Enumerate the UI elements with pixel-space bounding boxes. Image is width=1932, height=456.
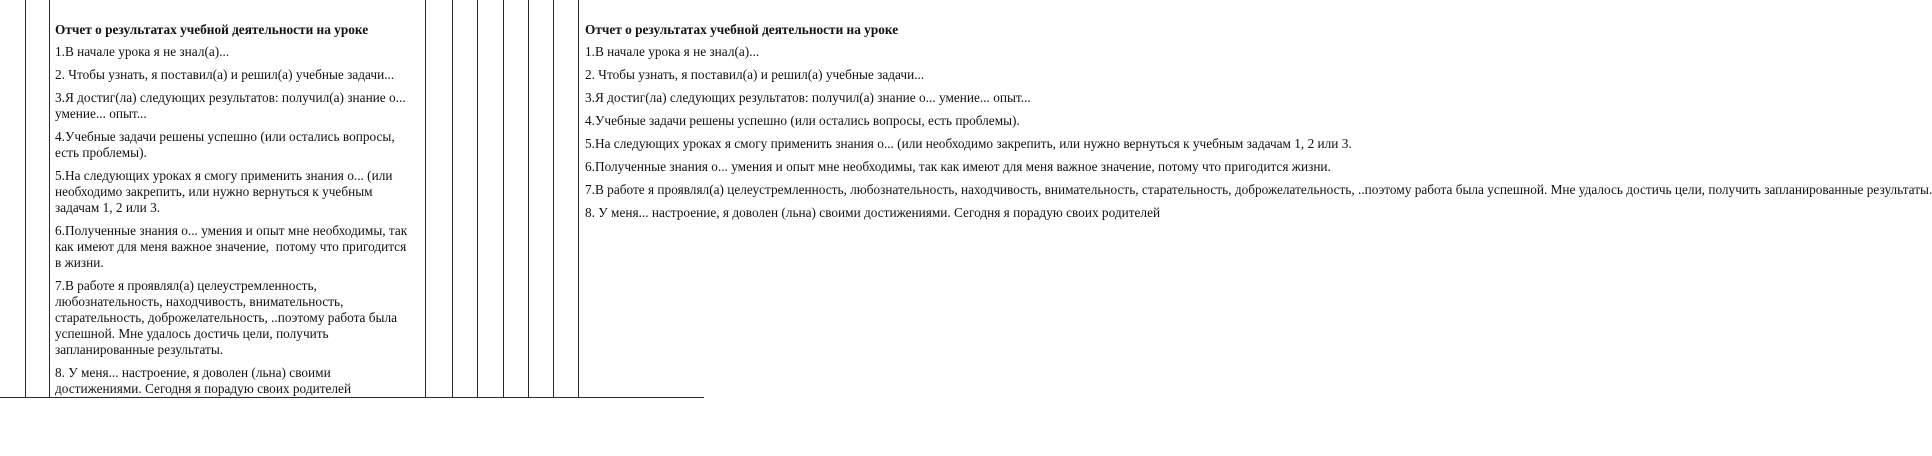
report-item-7: 7.В работе я проявлял(а) целеустремленность, любознательность, находчивость, внимательность, старательность, доброжелательность, ..поэтому работа была успешной. Мне удалось достичь цели, получить запланированные результаты. <box>585 182 1932 197</box>
report-item-5: 5.На следующих уроках я смогу применить знания о... (или необходимо закрепить, или нужно вернуться к учебным задачам 1, 2 или 3. <box>585 136 1352 151</box>
report-item-6: 6.Полученные знания о... умения и опыт мне необходимы, так как имеют для меня важное значение, потому что пригодится жизни. <box>585 159 1331 174</box>
report-item-8: 8. У меня... настроение, я доволен (льна) своими достижениями. Сегодня я порадую своих родителей <box>585 205 1161 220</box>
table-border-line <box>425 0 426 398</box>
table-border-line <box>528 0 529 398</box>
table-border-line <box>477 0 478 398</box>
table-border-line <box>578 0 579 398</box>
table-border-line <box>503 0 504 398</box>
table-border-line <box>25 0 26 398</box>
report-item-4: 4.Учебные задачи решены успешно (или остались вопросы, есть проблемы). <box>55 129 395 160</box>
report-item-4: 4.Учебные задачи решены успешно (или остались вопросы, есть проблемы). <box>585 113 1020 128</box>
table-border-line <box>452 0 453 398</box>
table-border-line <box>49 0 50 398</box>
report-item-3: 3.Я достиг(ла) следующих результатов: получил(а) знание о... умение... опыт... <box>55 90 406 121</box>
report-item-1: 1.В начале урока я не знал(а)... <box>55 44 230 59</box>
report-item-8: 8. У меня... настроение, я доволен (льна) своими достижениями. Сегодня я порадую своих родителей <box>55 365 352 396</box>
report-item-6: 6.Полученные знания о... умения и опыт мне необходимы, так как имеют для меня важное значение, потому что пригодится в жизни. <box>55 223 408 270</box>
report-item-2: 2. Чтобы узнать, я поставил(а) и решил(а) учебные задачи... <box>585 67 925 82</box>
report-item-7: 7.В работе я проявлял(а) целеустремленность, любознательность, находчивость, внимательность, старательность, доброжелательность, ..поэтому работа была успешной. Мне удалось достичь цели, получить запланированные результаты. <box>55 278 398 357</box>
report-item-3: 3.Я достиг(ла) следующих результатов: получил(а) знание о... умение... опыт... <box>585 90 1031 105</box>
report-column-left <box>55 22 423 404</box>
report-item-2: 2. Чтобы узнать, я поставил(а) и решил(а) учебные задачи... <box>55 67 395 82</box>
report-item-1: 1.В начале урока я не знал(а)... <box>585 44 760 59</box>
report-item-5: 5.На следующих уроках я смогу применить знания о... (или необходимо закрепить, или нужно вернуться к учебным задачам 1, 2 или 3. <box>55 168 393 215</box>
table-border-line <box>553 0 554 398</box>
report-column-right <box>585 22 1932 228</box>
report-title: Отчет о результатах учебной деятельности на уроке <box>55 22 369 37</box>
report-title: Отчет о результатах учебной деятельности на уроке <box>585 22 899 37</box>
